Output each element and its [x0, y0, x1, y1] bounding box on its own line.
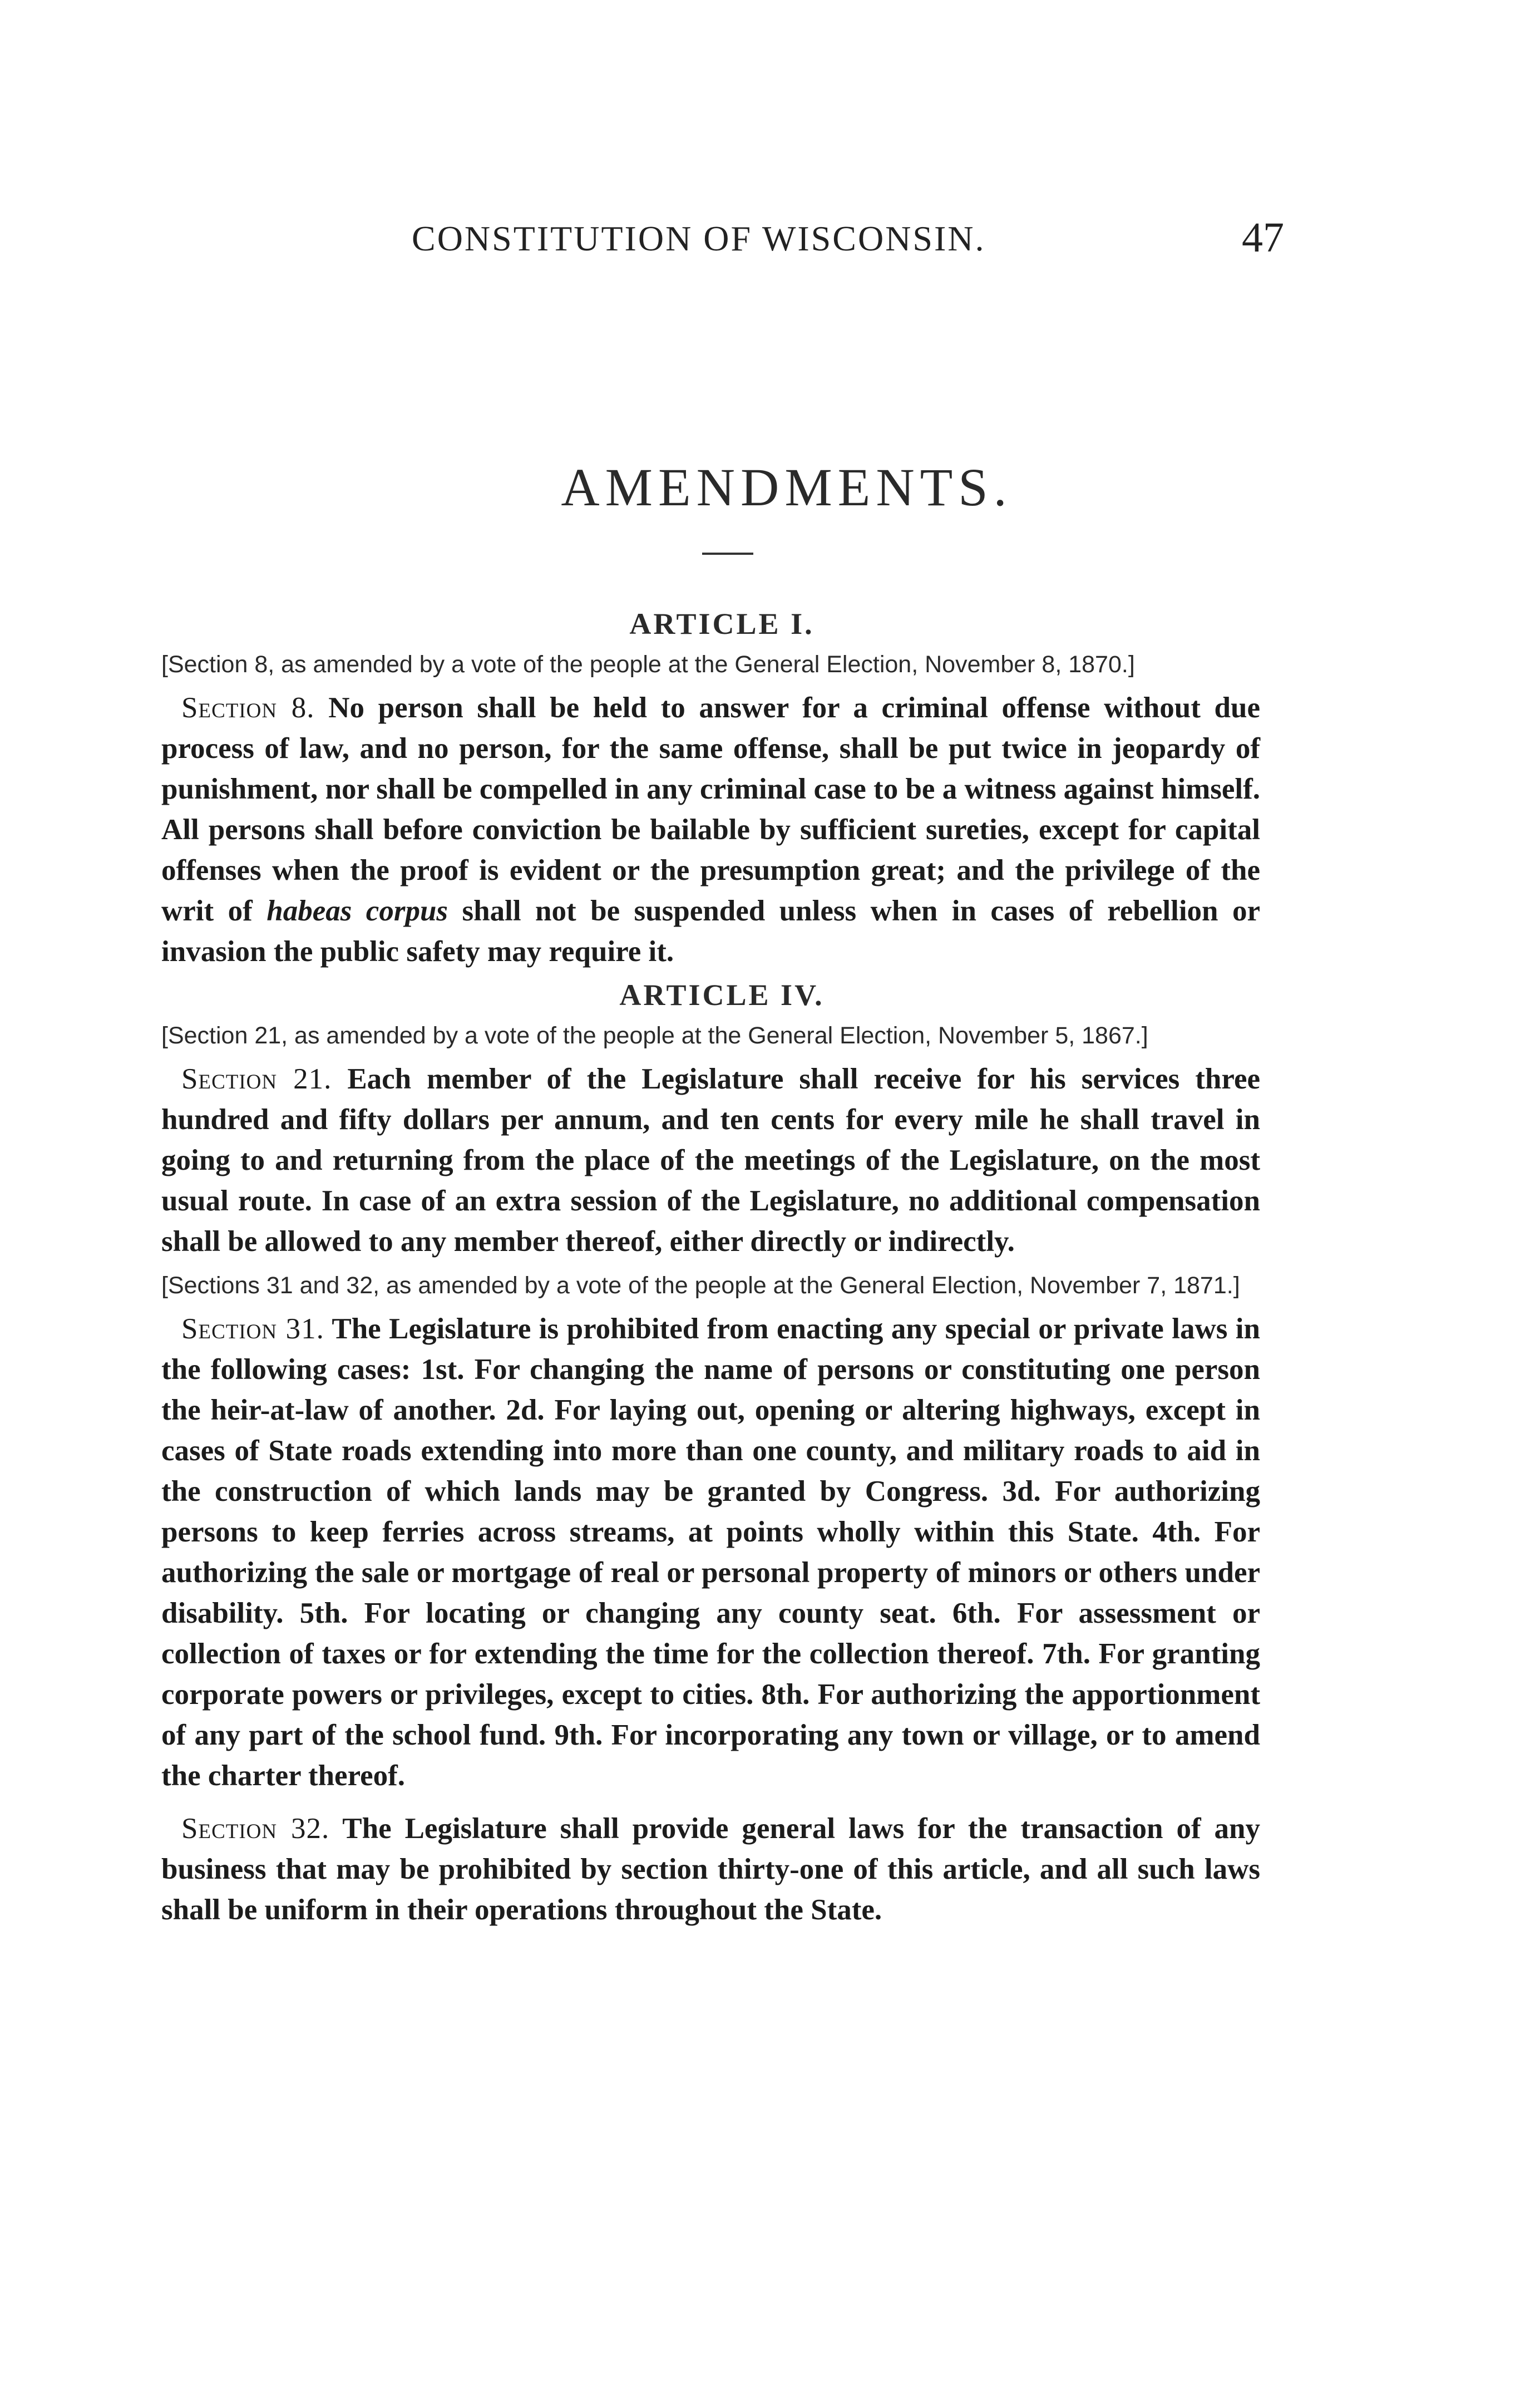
section-32-paragraph: [161, 1809, 1260, 1930]
running-head: CONSTITUTION OF WISCONSIN.: [412, 219, 986, 258]
document-body: [161, 590, 1260, 1936]
article-4-heading: ARTICLE IV.: [619, 978, 825, 1012]
section-8-paragraph: [161, 688, 1260, 972]
section-31-text: The Legislature is prohibited from enacting any special or private laws in the following cases: 1st. For changing the name of persons or constituting one person the heir-at-law of another. 2d. For laying out, opening or altering highways, except in cases of State roads extending into more than one county, and military roads to aid in the construction of which lands may be granted by Congress. 3d. For authorizing persons to keep ferries across streams, at points wholly within this State. 4th. For authorizing the sale or mortgage of real or personal property of minors or others under disability. 5th. For locating or changing any county seat. 6th. For assessment or collection of taxes or for extending the time for the collection thereof. 7th. For granting corporate powers or privileges, except to cities. 8th. For authorizing the apportionment of any part of the school fund. 9th. For incorporating any town or village, or to amend the charter thereof.: [161, 1313, 1261, 1792]
sections-31-32-note: [Sections 31 and 32, as amended by a vote of the people at the General Election, November 7, 1871.]: [161, 1272, 1240, 1299]
section-21-text: Each member of the Legislature shall receive for his services three hundred and fifty dollars per annum, and ten cents for every mile he shall travel in going to and returning from the place of the meetings of the Legislature, on the most usual route. In case of an extra session of the Legislature, no additional compensation shall be allowed to any member thereof, either directly or indirectly.: [161, 1063, 1260, 1258]
page-number: 47: [1242, 214, 1284, 261]
section-31-label: Section 31.: [181, 1313, 324, 1345]
section-8-text-a: No person shall be held to answer for a criminal offense without due process of law, and no person, for the same offense, shall be put twice in jeopardy of punishment, nor shall be compelled in any criminal case to be a witness against himself. All persons shall before conviction be bailable by sufficient sureties, except for capital offenses when the proof is evident or the presumption great; and the privilege of the writ of: [161, 692, 1261, 927]
section-8-text-b: shall not be suspended unless when in cases of rebellion or invasion the public safety may require it.: [161, 895, 1260, 968]
section-21-label: Section 21.: [181, 1063, 332, 1095]
section-8-italic: habeas corpus: [266, 895, 448, 927]
page-title: AMENDMENTS.: [561, 457, 1013, 517]
section-21-paragraph: [161, 1059, 1260, 1262]
title-divider: [702, 553, 753, 555]
section-32-text: The Legislature shall provide general laws for the transaction of any business that may be prohibited by section thirty-one of this article, and all such laws shall be uniform in their operations throughout the State.: [161, 1812, 1261, 1926]
section-31-paragraph: [161, 1309, 1260, 1796]
section-8-label: Section 8.: [181, 692, 315, 724]
section-32-label: Section 32.: [181, 1812, 330, 1845]
article-1-note: [Section 8, as amended by a vote of the people at the General Election, November 8, 1870.]: [161, 651, 1135, 678]
article-1-heading: ARTICLE I.: [629, 607, 815, 641]
section-21-note: [Section 21, as amended by a vote of the people at the General Election, November 5, 1867.]: [161, 1022, 1148, 1049]
